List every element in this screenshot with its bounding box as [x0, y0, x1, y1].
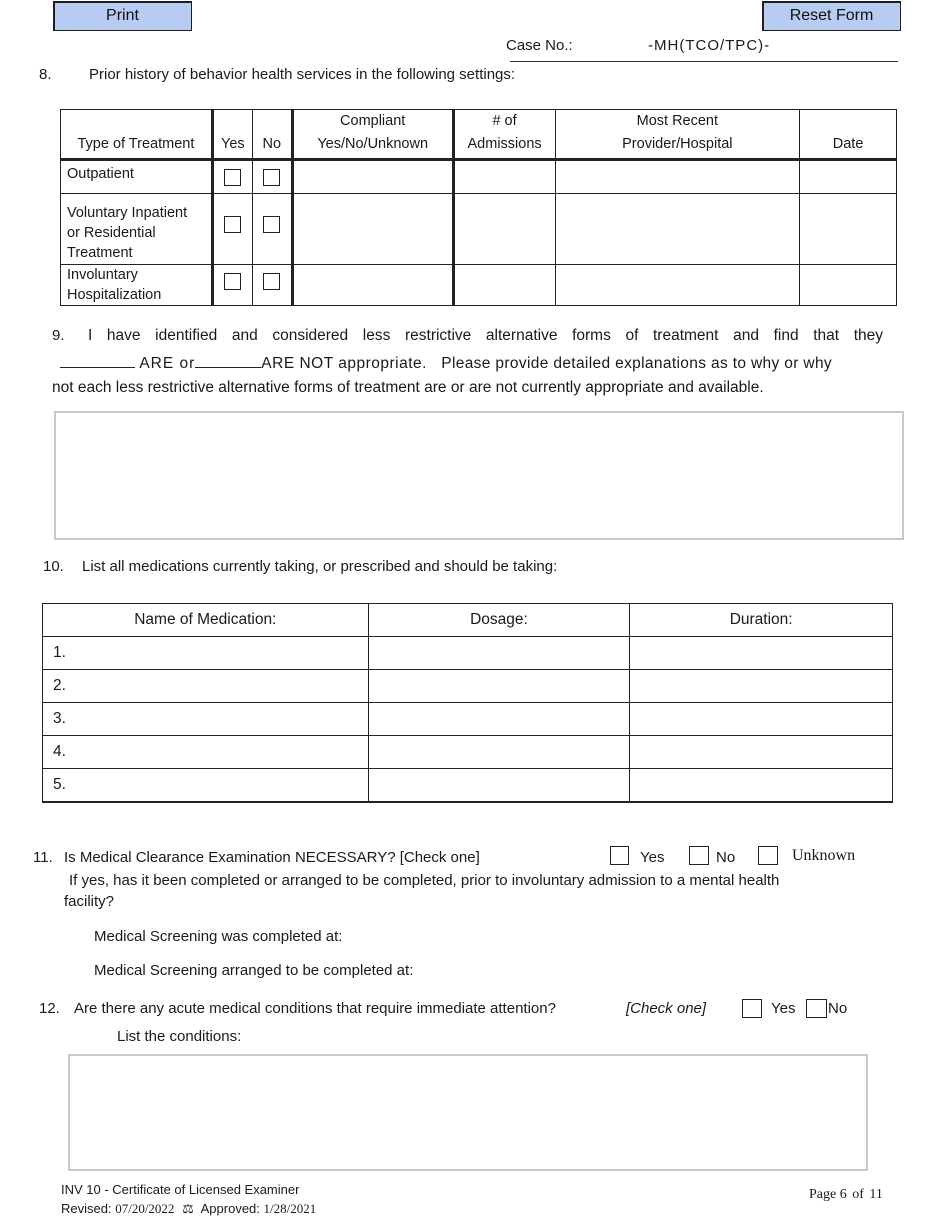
q12-check-one: [Check one]: [626, 1000, 707, 1017]
alternatives-explanation-textarea[interactable]: [54, 411, 904, 540]
medication-2-field[interactable]: 2.: [43, 670, 369, 703]
involuntary-provider-field[interactable]: [555, 265, 800, 306]
acute-conditions-yes-label: Yes: [771, 1000, 796, 1017]
page-number: Page 6 of 11: [809, 1187, 883, 1202]
involuntary-compliant-field[interactable]: [292, 265, 453, 306]
acute-conditions-no-label: No: [828, 1000, 848, 1017]
voluntary-compliant-field[interactable]: [292, 194, 453, 265]
col-provider: Most Recent Provider/Hospital: [555, 110, 800, 160]
medications-table: [42, 603, 893, 803]
screening-arranged-field[interactable]: [455, 978, 875, 979]
outpatient-date-field[interactable]: [800, 160, 897, 194]
col-dosage: Dosage:: [368, 604, 630, 637]
revision-info: Revised: 07/20/2022 ⚖ Approved: 1/28/2021: [61, 1201, 317, 1216]
q12-question: Are there any acute medical conditions that require immediate attention?: [74, 1000, 556, 1017]
table-row: [43, 670, 893, 703]
duration-1-field[interactable]: [630, 637, 893, 670]
q9-line3: not each less restrictive alternative forms of treatment are or are not currently appropriate and available.: [52, 379, 764, 396]
q8-text: Prior history of behavior health services in the following settings:: [89, 66, 516, 83]
medical-clearance-unknown-label: Unknown: [792, 847, 856, 864]
q9-line2-rest: Please provide detailed explanations as to why or why: [441, 355, 833, 372]
voluntary-yes-checkbox[interactable]: [224, 216, 241, 233]
dosage-4-field[interactable]: [368, 736, 630, 769]
screening-arranged-label: Medical Screening arranged to be completed at:: [94, 962, 414, 979]
print-button[interactable]: Print: [53, 1, 192, 31]
q10-number: 10.: [43, 558, 64, 575]
voluntary-no-checkbox[interactable]: [263, 216, 280, 233]
outpatient-no-checkbox[interactable]: [263, 169, 280, 186]
are-label: ARE or: [139, 355, 196, 372]
col-compliant: Compliant Yes/No/Unknown: [292, 110, 453, 160]
table-row: [61, 194, 897, 265]
q9-line2: [60, 353, 897, 373]
table-row: [43, 736, 893, 769]
involuntary-date-field[interactable]: [800, 265, 897, 306]
scales-icon: ⚖: [182, 1201, 194, 1216]
voluntary-provider-field[interactable]: [555, 194, 800, 265]
medication-1-field[interactable]: 1.: [43, 637, 369, 670]
dosage-5-field[interactable]: [368, 769, 630, 803]
table-row: [43, 703, 893, 736]
medical-clearance-yes-checkbox[interactable]: [610, 846, 629, 865]
involuntary-yes-checkbox[interactable]: [224, 273, 241, 290]
dosage-3-field[interactable]: [368, 703, 630, 736]
q9-number: 9.: [52, 327, 65, 344]
screening-completed-label: Medical Screening was completed at:: [94, 928, 343, 945]
outpatient-provider-field[interactable]: [555, 160, 800, 194]
form-title: INV 10 - Certificate of Licensed Examiner: [61, 1182, 300, 1197]
col-duration: Duration:: [630, 604, 893, 637]
q10-text: List all medications currently taking, or prescribed and should be taking:: [82, 558, 558, 575]
medical-clearance-no-checkbox[interactable]: [689, 846, 709, 865]
involuntary-no-checkbox[interactable]: [263, 273, 280, 290]
row-label-voluntary: Voluntary Inpatient or Residential Treatment: [61, 194, 213, 265]
table-row: [43, 637, 893, 670]
col-medication-name: Name of Medication:: [43, 604, 369, 637]
involuntary-admissions-field[interactable]: [453, 265, 555, 306]
dosage-1-field[interactable]: [368, 637, 630, 670]
q11-followup-2: facility?: [64, 893, 115, 910]
col-date: Date: [800, 110, 897, 160]
reset-form-button[interactable]: Reset Form: [762, 1, 901, 31]
row-label-involuntary: Involuntary Hospitalization: [61, 265, 213, 306]
col-type-of-treatment: Type of Treatment: [61, 110, 213, 160]
q8-number: 8.: [39, 66, 52, 83]
acute-conditions-no-checkbox[interactable]: [806, 999, 827, 1018]
duration-4-field[interactable]: [630, 736, 893, 769]
are-not-label: ARE NOT appropriate.: [261, 355, 427, 372]
outpatient-yes-checkbox[interactable]: [224, 169, 241, 186]
case-number-field[interactable]: [510, 61, 898, 62]
duration-5-field[interactable]: [630, 769, 893, 803]
table-row: [61, 265, 897, 306]
acute-conditions-yes-checkbox[interactable]: [742, 999, 762, 1018]
case-number-label: Case No.:: [506, 37, 573, 54]
voluntary-admissions-field[interactable]: [453, 194, 555, 265]
medication-4-field[interactable]: 4.: [43, 736, 369, 769]
medication-3-field[interactable]: 3.: [43, 703, 369, 736]
screening-completed-field[interactable]: [375, 944, 875, 945]
outpatient-admissions-field[interactable]: [453, 160, 555, 194]
q9-line1: I have identified and considered less restrictive alternative forms of treatment and find that they: [88, 327, 883, 344]
medication-5-field[interactable]: 5.: [43, 769, 369, 803]
medical-clearance-yes-label: Yes: [640, 849, 665, 866]
medical-clearance-unknown-checkbox[interactable]: [758, 846, 778, 865]
are-appropriate-field[interactable]: [60, 353, 135, 368]
table-row: [61, 160, 897, 194]
q11-number: 11.: [33, 849, 53, 866]
conditions-textarea[interactable]: [68, 1054, 868, 1171]
q11-question: Is Medical Clearance Examination NECESSARY? [Check one]: [64, 849, 480, 866]
duration-2-field[interactable]: [630, 670, 893, 703]
col-admissions: # of Admissions: [453, 110, 555, 160]
q12-number: 12.: [39, 1000, 60, 1017]
duration-3-field[interactable]: [630, 703, 893, 736]
outpatient-compliant-field[interactable]: [292, 160, 453, 194]
table-row: [43, 769, 893, 803]
row-label-outpatient: Outpatient: [61, 160, 213, 194]
medical-clearance-no-label: No: [716, 849, 736, 866]
list-conditions-label: List the conditions:: [117, 1028, 242, 1045]
col-yes: Yes: [212, 110, 252, 160]
treatment-history-table: [60, 109, 897, 306]
voluntary-date-field[interactable]: [800, 194, 897, 265]
q11-followup-1: If yes, has it been completed or arranged to be completed, prior to involuntary admission to a mental health: [69, 872, 780, 889]
col-no: No: [252, 110, 292, 160]
are-not-appropriate-field[interactable]: [195, 353, 261, 368]
dosage-2-field[interactable]: [368, 670, 630, 703]
case-number-suffix: -MH(TCO/TPC)-: [648, 37, 771, 54]
